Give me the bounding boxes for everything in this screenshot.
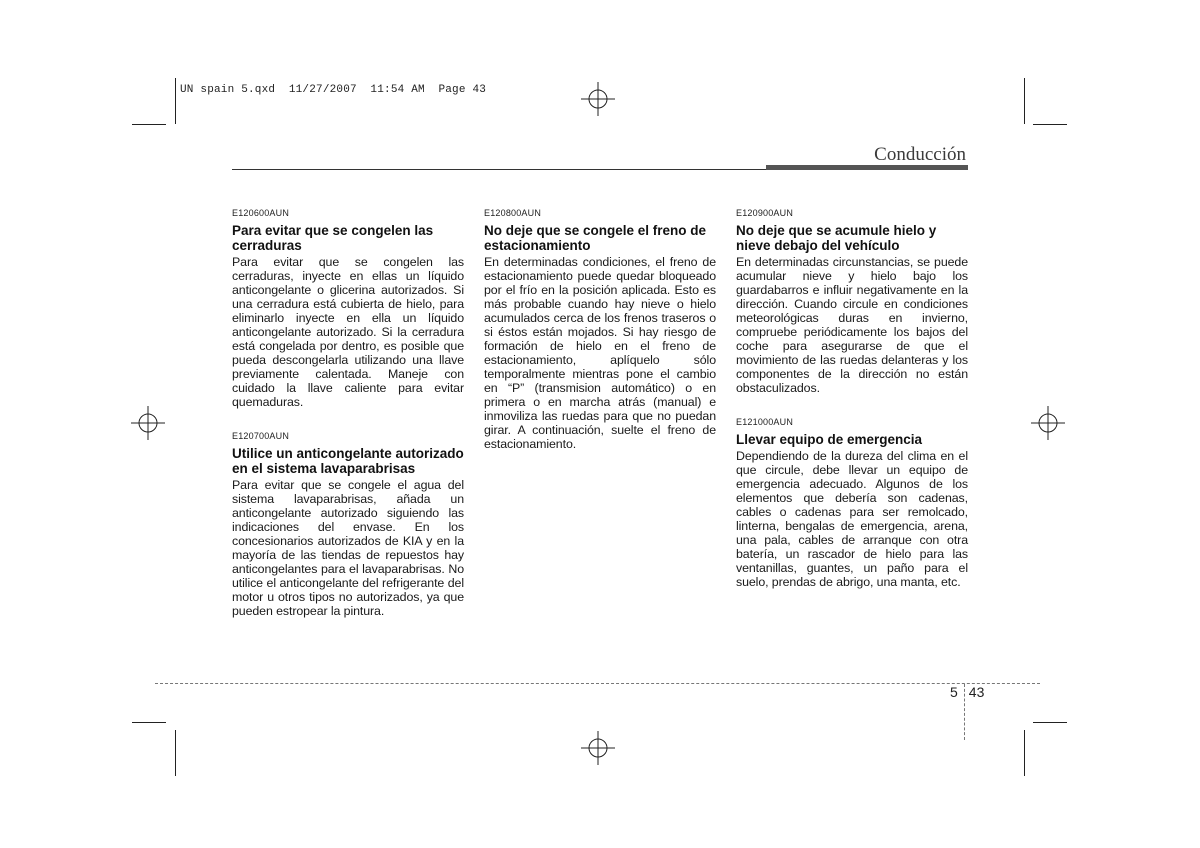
- section-body: Dependiendo de la dureza del clima en el que circule, debe llevar un equipo de emergencia adecuado. Algunos de los elementos que debería son cadenas, cables o cadenas para ser remolcado, linterna, bengalas de emergencia, arena, una pala, cables de arranque con otra batería, un rascador de hielo para las ventanillas, guantes, un paño para el suelo, prendas de abrigo, una manta, etc.: [736, 449, 968, 589]
- section-heading: No deje que se acumule hielo y nieve debajo del vehículo: [736, 223, 937, 253]
- section-title: Conducción: [874, 144, 966, 165]
- text-column-1: [232, 208, 464, 640]
- text-column-3: [736, 208, 968, 611]
- page-number-value: 43: [968, 684, 985, 700]
- registration-mark-bottom: [581, 731, 615, 765]
- crop-mark: [1024, 730, 1025, 776]
- registration-mark-top: [581, 82, 615, 116]
- section-code: E121000AUN: [736, 417, 794, 427]
- section-heading: Para evitar que se congelen las cerraduras: [232, 223, 434, 253]
- section-heading: Llevar equipo de emergencia: [736, 432, 923, 447]
- crop-mark: [1033, 124, 1067, 125]
- print-slug: UN spain 5.qxd 11/27/2007 11:54 AM Page 43: [180, 84, 487, 96]
- footer-rule: [155, 683, 1040, 684]
- section-code: E120700AUN: [232, 431, 290, 441]
- registration-mark-right: [1031, 406, 1065, 440]
- crop-mark: [175, 78, 176, 124]
- crop-mark: [1024, 78, 1025, 124]
- crop-mark: [1033, 722, 1067, 723]
- section-body: En determinadas circunstancias, se puede acumular nieve y hielo bajo los guardabarros e influir negativamente en la dirección. Cuando circule en condiciones meteorológicas duras en invierno, compruebe periódicamente los bajos del coche para asegurarse de que el movimiento de las ruedas delanteras y los componentes de la dirección no están obstaculizados.: [736, 255, 968, 395]
- section-heading: No deje que se congele el freno de estacionamiento: [484, 223, 707, 253]
- page-number: [950, 684, 984, 740]
- section-heading: Utilice un anticongelante autorizado en el sistema lavaparabrisas: [232, 446, 464, 476]
- crop-mark: [175, 730, 176, 776]
- crop-mark: [132, 722, 166, 723]
- header-rule: [232, 169, 766, 170]
- header-rule-accent: [766, 165, 968, 170]
- crop-mark: [132, 124, 166, 125]
- section-body: Para evitar que se congelen las cerraduras, inyecte en ellas un líquido anticongelante o glicerina autorizados. Si una cerradura está cubierta de hielo, para eliminarlo inyecte en ella un líquido anticongelante autorizado. Si la cerradura está congelada por dentro, es posible que pueda descongelarla utilizando una llave previamente calentada. Maneje con cuidado la llave caliente para evitar quemaduras.: [232, 255, 464, 409]
- section-code: E120800AUN: [484, 208, 542, 218]
- section-code: E120600AUN: [232, 208, 290, 218]
- chapter-number: 5: [950, 684, 958, 700]
- section-body: Para evitar que se congele el agua del sistema lavaparabrisas, añada un anticongelante autorizado siguiendo las indicaciones del envase. En los concesionarios autorizados de KIA y en la mayoría de las tiendas de repuestos hay anticongelantes para el lavaparabrisas. No utilice el anticongelante del refrigerante del motor u otros tipos no autorizados, ya que pueden estropear la pintura.: [232, 478, 464, 618]
- registration-mark-left: [131, 406, 165, 440]
- section-code: E120900AUN: [736, 208, 794, 218]
- text-column-2: [484, 208, 716, 473]
- section-body: En determinadas condiciones, el freno de estacionamiento puede quedar bloqueado por el frío en la posición aplicada. Esto es más probable cuando hay nieve o hielo acumulados cerca de los frenos traseros o si éstos están mojados. Si hay riesgo de formación de hielo en el freno de estacionamiento, aplíquelo sólo temporalmente mientras pone el cambio en “P” (transmision automático) o en primera o en marcha atrás (manual) e inmoviliza las ruedas para que no puedan girar. A continuación, suelte el freno de estacionamiento.: [484, 255, 716, 451]
